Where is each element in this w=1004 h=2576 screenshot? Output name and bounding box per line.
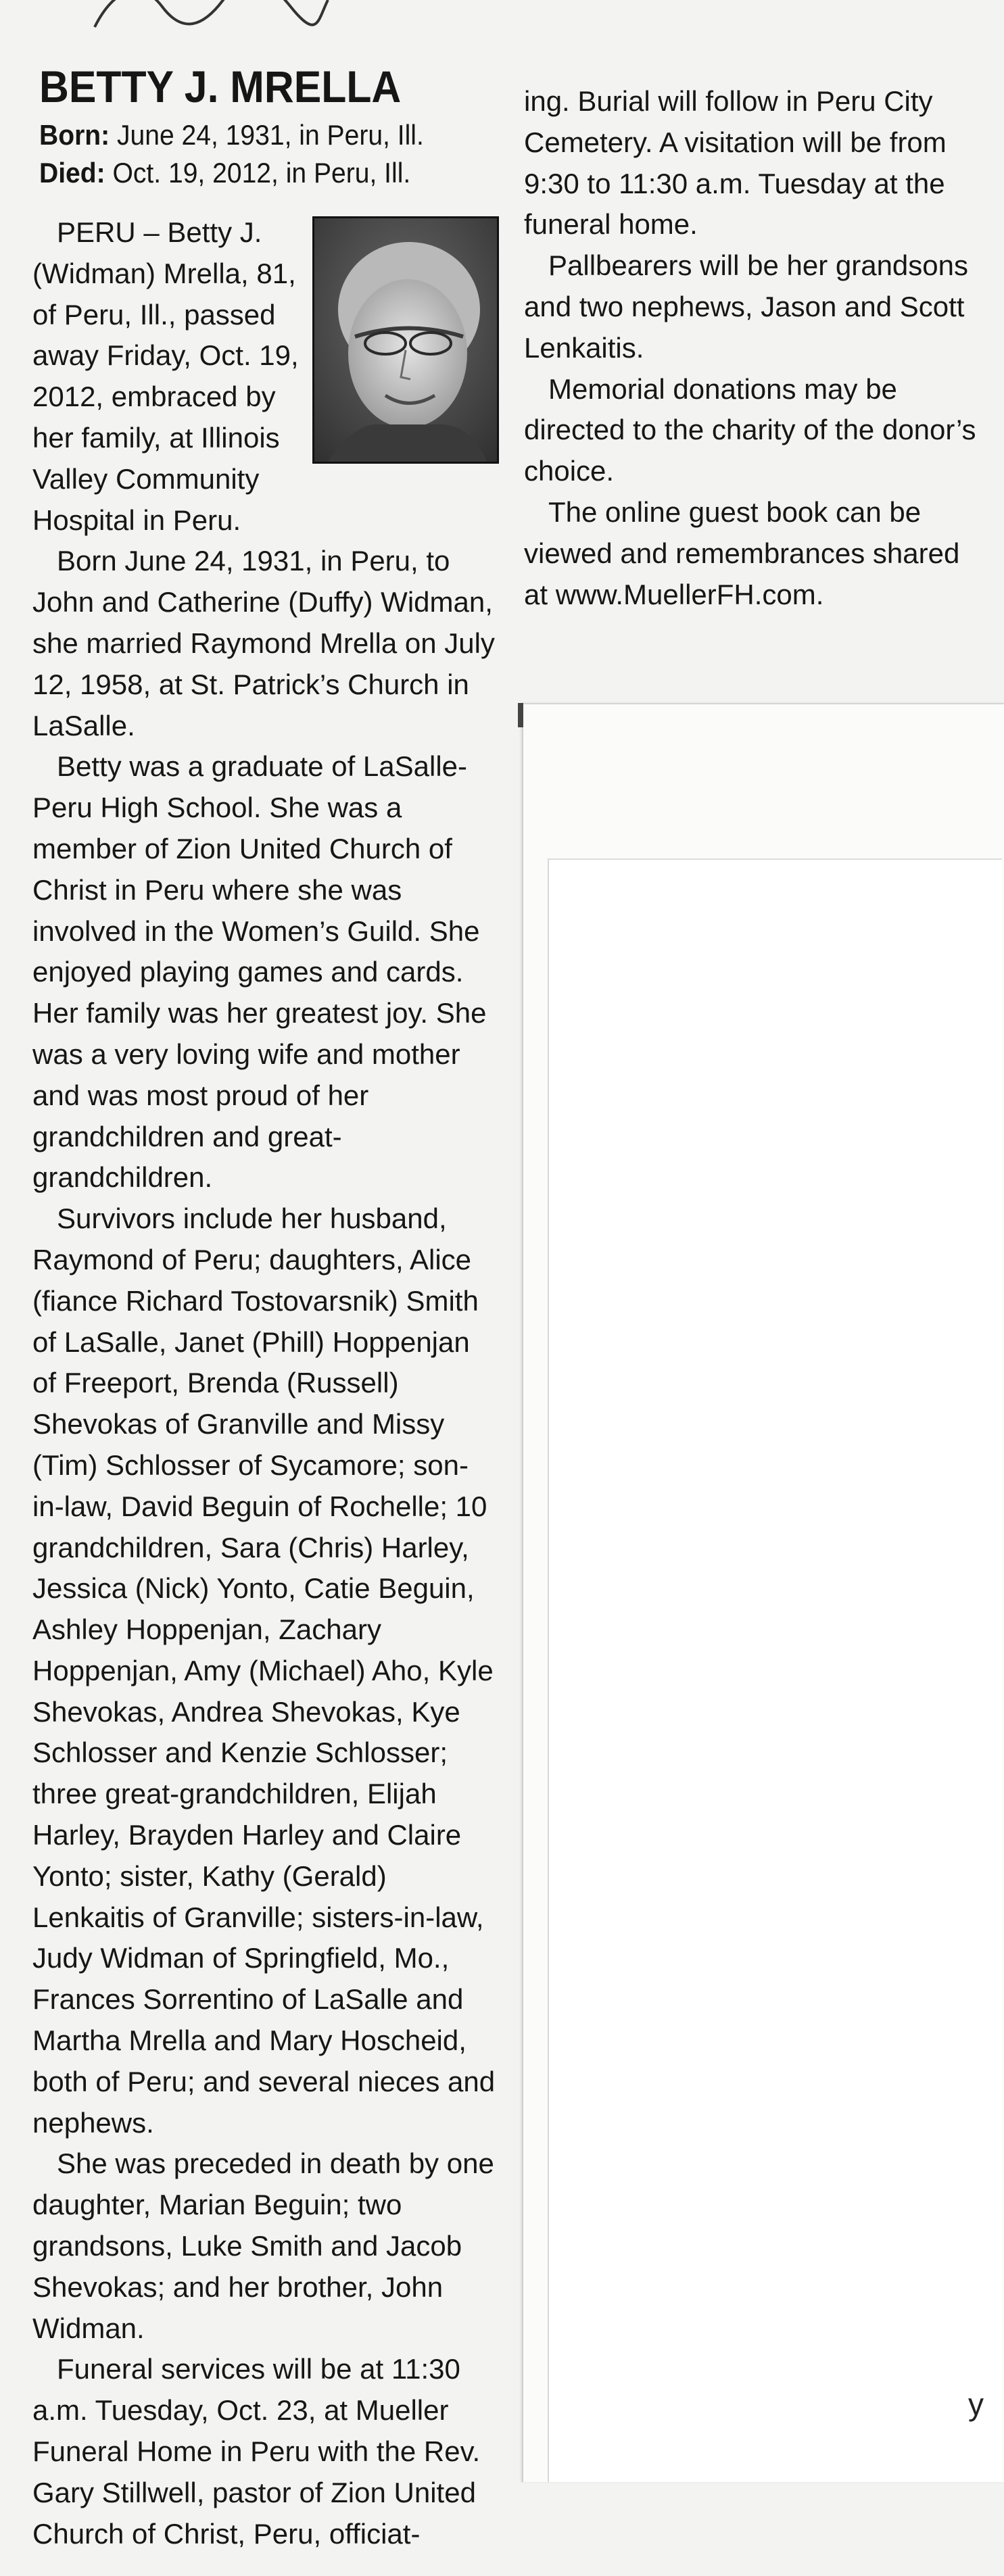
- paragraph-life: Betty was a graduate of LaSalle-Peru High School. She was a member of Zion United Church of Christ in Peru where she was involved in the Women’s Guild. She enjoyed playing games and cards. Her family was her greatest joy. She was a very loving wife and mother and was most proud of her grandchildren and great-grandchildren.: [32, 750, 487, 1194]
- obituary-left-column: [32, 59, 499, 2554]
- edge-text-fragment: y: [968, 2387, 984, 2422]
- portrait-photo: [312, 216, 499, 464]
- died-value: Oct. 19, 2012, in Peru, Ill.: [105, 157, 411, 189]
- paragraph-pallbearers: Pallbearers will be her grandsons and two nephews, Jason and Scott Lenkaitis.: [524, 249, 968, 364]
- paragraph-burial: ing. Burial will follow in Peru City Cemetery. A visitation will be from 9:30 to 11:30 a.m. Tuesday at the funeral home.: [524, 85, 947, 241]
- obituary-body: [32, 212, 499, 2554]
- born-value: June 24, 1931, in Peru, Ill.: [110, 119, 424, 151]
- paragraph-intro: PERU – Betty J. (Widman) Mrella, 81, of Peru, Ill., passed away Friday, Oct. 19, 2012, embraced by her family, at Illinois Valley Community Hospital in Peru.: [32, 216, 299, 536]
- obituary-right-column: [524, 81, 984, 615]
- paragraph-guestbook: The online guest book can be viewed and remembrances shared at www.MuellerFH.com.: [524, 495, 960, 610]
- obituary-body-continued: [524, 81, 984, 615]
- edge-tick-mark: [518, 703, 523, 727]
- blank-overlay-inner: [548, 858, 1002, 2482]
- born-line: [39, 116, 467, 154]
- born-label: Born:: [39, 119, 110, 151]
- paragraph-memorial: Memorial donations may be directed to the charity of the donor’s choice.: [524, 372, 976, 487]
- paragraph-born: Born June 24, 1931, in Peru, to John and Catherine (Duffy) Widman, she married Raymond Mrella on July 12, 1958, at St. Patrick’s Church in LaSalle.: [32, 545, 495, 742]
- paragraph-funeral: Funeral services will be at 11:30 a.m. Tuesday, Oct. 23, at Mueller Funeral Home in Peru with the Rev. Gary Stillwell, pastor of Zion United Church of Christ, Peru, officiat-: [32, 2353, 481, 2550]
- died-label: Died:: [39, 157, 105, 189]
- portrait-image: [314, 218, 497, 462]
- handwriting-scribble: [88, 0, 331, 34]
- paragraph-preceded: She was preceded in death by one daughter, Marian Beguin; two grandsons, Luke Smith and Jacob Shevokas; and her brother, John Widman.: [32, 2147, 494, 2344]
- obituary-name: BETTY J. MRELLA: [39, 62, 402, 112]
- died-line: [39, 154, 467, 192]
- paragraph-survivors: Survivors include her husband, Raymond of Peru; daughters, Alice (fiance Richard Tostovarsnik) Smith of LaSalle, Janet (Phill) Hoppenjan of Freeport, Brenda (Russell) Shevokas of Granville and Missy (Tim) Schlosser of Sycamore; son-in-law, David Beguin of Rochelle; 10 grandchildren, Sara (Chris) Harley, Jessica (Nick) Yonto, Catie Beguin, Ashley Hoppenjan, Zachary Hoppenjan, Amy (Michael) Aho, Kyle Shevokas, Andrea Shevokas, Kye Schlosser and Kenzie Schlosser; three great-grandchildren, Elijah Harley, Brayden Harley and Claire Yonto; sister, Kathy (Gerald) Lenkaitis of Granville; sisters-in-law, Judy Widman of Springfield, Mo., Frances Sorrentino of LaSalle and Martha Mrella and Mary Hoscheid, both of Peru; and several nieces and nephews.: [32, 1202, 496, 2139]
